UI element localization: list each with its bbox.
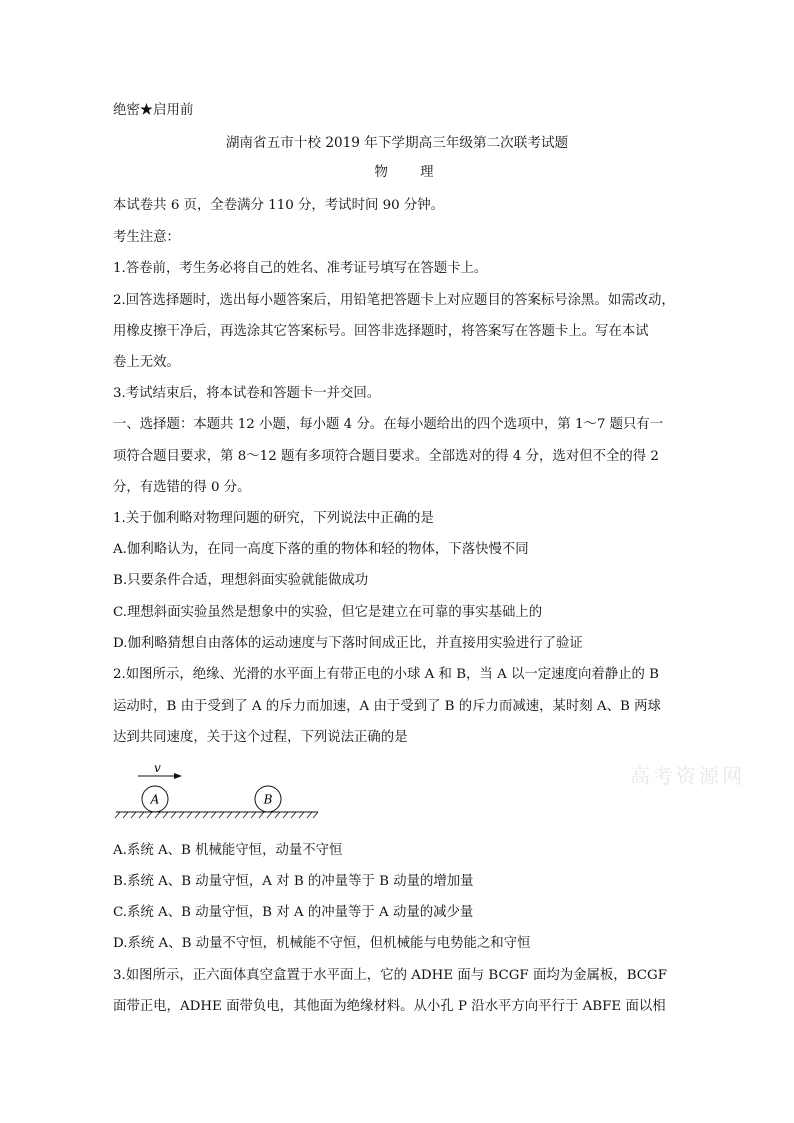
question-3-stem: 面带正电，ADHE 面带负电，其他面为绝缘材料。从小孔 P 沿水平方向平行于 ABFE 面以相 bbox=[113, 999, 666, 1014]
notice-item: 卷上无效。 bbox=[113, 355, 180, 370]
question-1-stem: 1.关于伽利略对物理问题的研究，下列说法中正确的是 bbox=[113, 511, 434, 526]
velocity-label: v bbox=[154, 761, 161, 775]
question-2-option-b: B.系统 A、B 动量守恒，A 对 B 的冲量等于 B 动量的增加量 bbox=[113, 874, 474, 889]
section-instructions: 一、选择题：本题共 12 小题，每小题 4 分。在每小题给出的四个选项中，第 1～7 题只有一 bbox=[113, 417, 664, 432]
question-1-option-b: B.只要条件合适，理想斜面实验就能做成功 bbox=[113, 573, 369, 588]
section-instructions: 项符合题目要求，第 8～12 题有多项符合题目要求。全部选对的得 4 分，选对但不全的得 2 bbox=[113, 449, 659, 464]
subject-title: 物 理 bbox=[374, 165, 448, 180]
notice-item: 1.答卷前，考生务必将自己的姓名、准考证号填写在答题卡上。 bbox=[113, 261, 488, 276]
question-2-figure bbox=[112, 758, 322, 828]
question-2-stem: 达到共同速度，关于这个过程，下列说法正确的是 bbox=[113, 730, 408, 745]
question-1-option-d: D.伽利略猜想自由落体的运动速度与下落时间成正比，并直接用实验进行了验证 bbox=[113, 636, 583, 651]
question-2-stem: 2.如图所示，绝缘、光滑的水平面上有带正电的小球 A 和 B，当 A 以一定速度向着静止的 B bbox=[113, 667, 660, 682]
question-2-option-a: A.系统 A、B 机械能守恒，动量不守恒 bbox=[113, 843, 343, 858]
exam-title: 湖南省五市十校 2019 年下学期高三年级第二次联考试题 bbox=[225, 135, 569, 151]
question-2-option-c: C.系统 A、B 动量守恒，B 对 A 的冲量等于 A 动量的减少量 bbox=[113, 905, 474, 920]
notice-heading: 考生注意： bbox=[113, 230, 180, 245]
ground-hatching bbox=[115, 812, 318, 818]
section-instructions: 分，有选错的得 0 分。 bbox=[113, 480, 251, 495]
exam-intro: 本试卷共 6 页，全卷满分 110 分，考试时间 90 分钟。 bbox=[113, 198, 445, 213]
question-2-stem: 运动时，B 由于受到了 A 的斥力而加速，A 由于受到了 B 的斥力而减速，某时刻 A、B 两球 bbox=[113, 699, 661, 714]
ball-b-label: B bbox=[263, 792, 273, 807]
secret-mark: 绝密★启用前 bbox=[113, 103, 194, 118]
question-3-stem: 3.如图所示，正六面体真空盒置于水平面上，它的 ADHE 面与 BCGF 面均为金属板，BCGF bbox=[113, 968, 668, 983]
notice-item: 3.考试结束后，将本试卷和答题卡一并交回。 bbox=[113, 386, 381, 401]
velocity-arrowhead bbox=[174, 773, 182, 779]
watermark: 高考资源网 bbox=[630, 764, 745, 788]
notice-item: 2.回答选择题时，选出每小题答案后，用铅笔把答题卡上对应题目的答案标号涂黑。如需改动， bbox=[113, 293, 675, 308]
notice-item: 用橡皮擦干净后，再选涂其它答案标号。回答非选择题时，将答案写在答题卡上。写在本试 bbox=[113, 324, 649, 339]
question-2-option-d: D.系统 A、B 动量不守恒，机械能不守恒，但机械能与电势能之和守恒 bbox=[113, 936, 531, 951]
question-1-option-a: A.伽利略认为，在同一高度下落的重的物体和轻的物体，下落快慢不同 bbox=[113, 542, 529, 557]
ball-a-label: A bbox=[150, 792, 160, 807]
question-1-option-c: C.理想斜面实验虽然是想象中的实验，但它是建立在可靠的事实基础上的 bbox=[113, 605, 543, 620]
